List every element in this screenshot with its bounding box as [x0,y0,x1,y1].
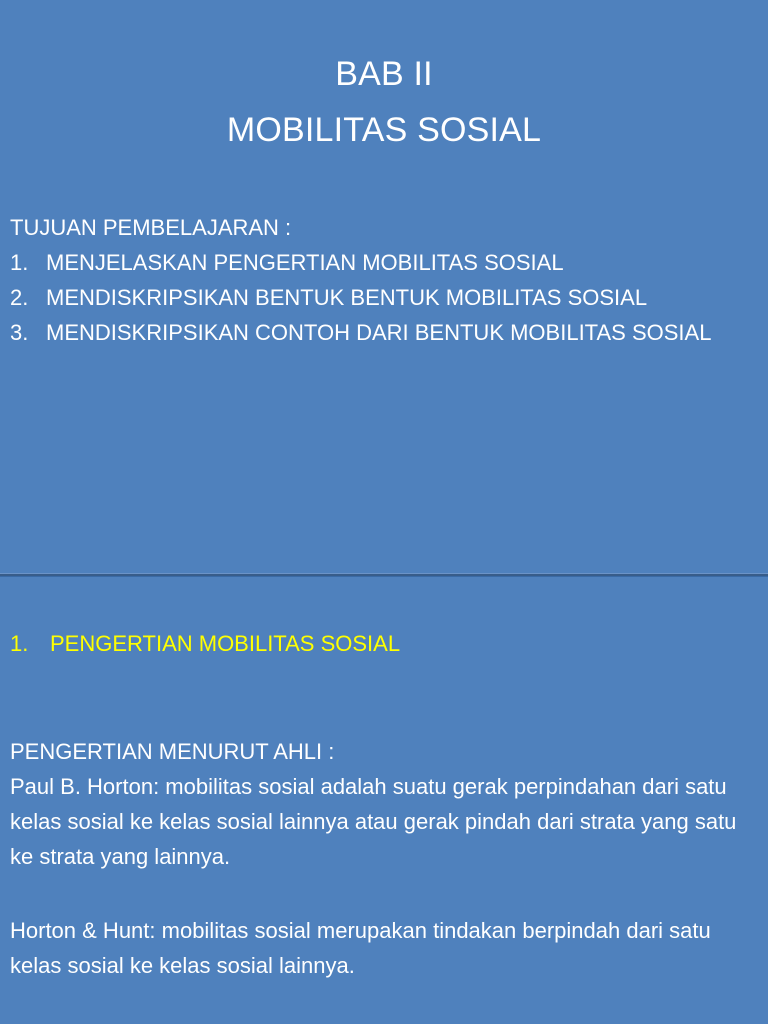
slide-title-topic: MOBILITAS SOSIAL [226,111,542,149]
list-item-number: 3. [10,320,29,345]
experts-heading: PENGERTIAN MENURUT AHLI : [10,739,335,764]
section-title: PENGERTIAN MOBILITAS SOSIAL [50,631,401,656]
definition-horton-hunt: Horton & Hunt: mobilitas sosial merupakan tindakan berpindah dari satu kelas sosial ke kelas sosial lainnya. [10,918,711,978]
slide-title-chapter: BAB II [335,55,433,93]
section-heading [10,626,400,661]
list-item-text: MENDISKRIPSIKAN BENTUK BENTUK MOBILITAS SOSIAL [46,285,648,310]
list-item [10,315,736,350]
definition-horton: Paul B. Horton: mobilitas sosial adalah suatu gerak perpindahan dari satu kelas sosial ke kelas sosial lainnya atau gerak pindah dari strata yang satu ke strata yang lainnya. [10,774,737,869]
list-item-number: 2. [10,285,29,310]
list-item-number: 1. [10,250,29,275]
objectives-list [10,245,736,350]
list-item [10,280,736,315]
objectives-heading: TUJUAN PEMBELAJARAN : [10,215,292,240]
list-item-text: MENJELASKAN PENGERTIAN MOBILITAS SOSIAL [46,250,564,275]
section-number: 1. [10,631,29,656]
list-item [10,245,736,280]
list-item-text: MENDISKRIPSIKAN CONTOH DARI BENTUK MOBILITAS SOSIAL [46,320,712,345]
